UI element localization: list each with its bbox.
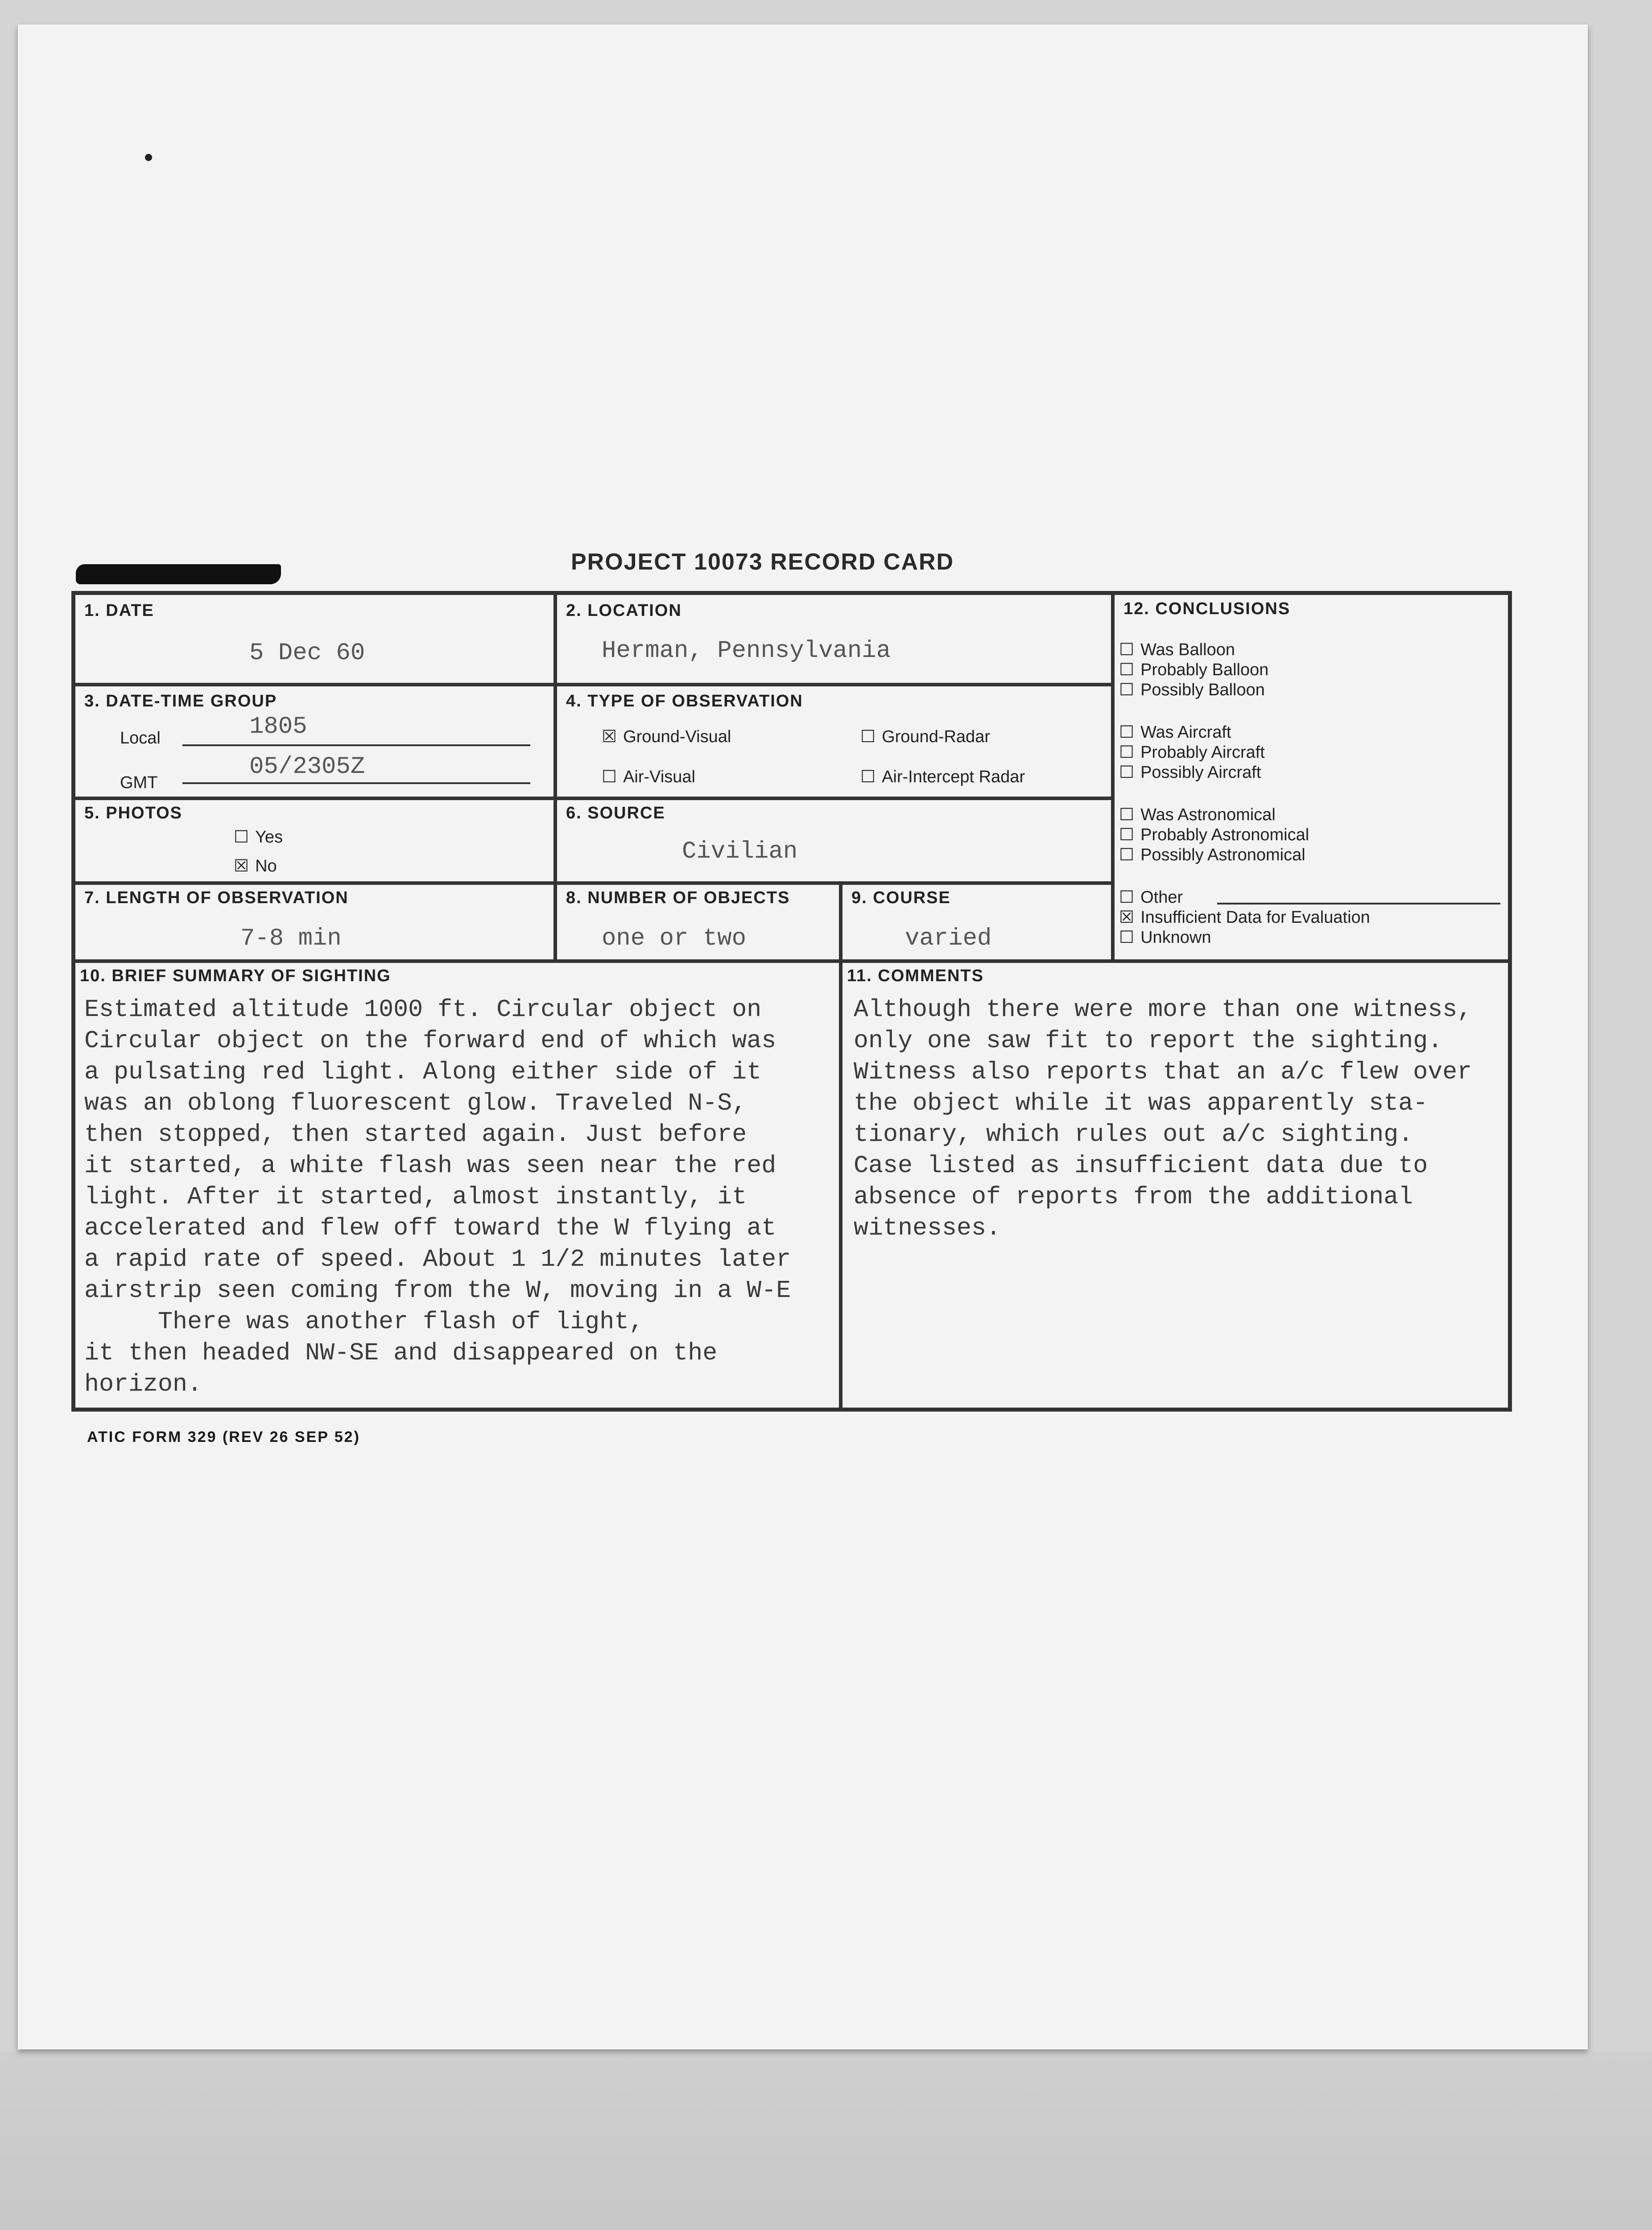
probably-balloon-text: Probably Balloon	[1140, 661, 1269, 679]
checkbox-icon: ☐	[1119, 927, 1135, 947]
photos-no-text: No	[255, 857, 277, 875]
summary-line: it started, a white flash was seen near the red	[84, 1152, 776, 1180]
photos-yes-text: Yes	[255, 828, 283, 847]
other-text: Other	[1140, 888, 1183, 907]
was-aircraft-option[interactable]	[1119, 722, 1231, 742]
photos-label: 5. PHOTOS	[84, 804, 183, 822]
checkbox-icon: ☐	[860, 727, 876, 746]
date-value: 5 Dec 60	[249, 640, 365, 667]
checkbox-icon: ☐	[1119, 660, 1135, 679]
date-cell	[74, 593, 555, 685]
summary-line: horizon.	[84, 1370, 202, 1398]
summary-text	[84, 994, 791, 1400]
checkbox-icon: ☐	[1119, 680, 1135, 699]
was-astronomical-option[interactable]	[1119, 805, 1276, 825]
number-of-objects-label: 8. NUMBER OF OBJECTS	[566, 888, 790, 907]
location-label: 2. LOCATION	[566, 601, 682, 620]
conclusions-cell	[1113, 593, 1510, 961]
probably-astronomical-option[interactable]	[1119, 825, 1309, 845]
was-balloon-option[interactable]	[1119, 640, 1235, 660]
summary-line: Estimated altitude 1000 ft. Circular object on	[84, 995, 762, 1024]
summary-line: light. After it started, almost instantly, it	[84, 1183, 747, 1211]
source-cell	[555, 798, 1113, 883]
summary-line: There was another flash of light,	[84, 1308, 644, 1336]
comments-line: witnesses.	[854, 1214, 1001, 1242]
other-option[interactable]	[1119, 887, 1183, 907]
insufficient-data-text: Insufficient Data for Evaluation	[1140, 908, 1370, 927]
checked-box-icon: ☒	[234, 856, 249, 875]
record-card	[71, 591, 1512, 1412]
length-of-observation-value: 7-8 min	[240, 925, 342, 952]
possibly-balloon-text: Possibly Balloon	[1140, 681, 1265, 699]
date-time-group-label: 3. DATE-TIME GROUP	[84, 692, 277, 710]
type-of-observation-cell	[555, 685, 1113, 798]
checkbox-icon: ☐	[1119, 825, 1135, 844]
summary-line: airstrip seen coming from the W, moving in a W-E	[84, 1276, 791, 1305]
comments-line: the object while it was apparently sta-	[854, 1089, 1428, 1117]
summary-line: was an oblong fluorescent glow. Traveled N-S,	[84, 1089, 747, 1117]
probably-balloon-option[interactable]	[1119, 660, 1268, 680]
was-balloon-text: Was Balloon	[1140, 640, 1235, 659]
probably-aircraft-text: Probably Aircraft	[1140, 743, 1265, 762]
was-astronomical-text: Was Astronomical	[1140, 805, 1276, 824]
summary-line: a pulsating red light. Along either side of it	[84, 1058, 762, 1086]
checkbox-icon: ☐	[1119, 722, 1135, 742]
summary-line: accelerated and flew off toward the W flying at	[84, 1214, 776, 1242]
checkbox-icon: ☐	[1119, 762, 1135, 782]
checkbox-icon: ☐	[1119, 805, 1135, 824]
air-intercept-radar-text: Air-Intercept Radar	[882, 768, 1025, 786]
summary-label: 10. BRIEF SUMMARY OF SIGHTING	[80, 966, 391, 985]
summary-cell	[74, 961, 841, 1409]
summary-line: a rapid rate of speed. About 1 1/2 minutes later	[84, 1245, 791, 1273]
air-visual-text: Air-Visual	[623, 768, 695, 786]
checkbox-icon: ☐	[1119, 742, 1135, 762]
conclusions-label: 12. CONCLUSIONS	[1123, 599, 1291, 618]
checkbox-icon: ☐	[234, 827, 249, 847]
source-value: Civilian	[682, 838, 798, 865]
comments-line: tionary, which rules out a/c sighting.	[854, 1120, 1413, 1148]
photos-cell	[74, 798, 555, 883]
course-cell	[841, 883, 1113, 961]
length-of-observation-cell	[74, 883, 555, 961]
course-label: 9. COURSE	[851, 888, 951, 907]
gmt-value: 05/2305Z	[249, 753, 365, 780]
possibly-aircraft-option[interactable]	[1119, 762, 1261, 782]
gmt-label: GMT	[120, 773, 158, 792]
unknown-text: Unknown	[1140, 928, 1211, 947]
summary-line: then stopped, then started again. Just before	[84, 1120, 747, 1148]
background-surface	[0, 2052, 1652, 2230]
insufficient-data-option[interactable]	[1119, 907, 1370, 927]
photos-yes-option[interactable]	[234, 827, 283, 847]
number-of-objects-cell	[555, 883, 841, 961]
checkbox-icon: ☐	[602, 767, 617, 786]
checkbox-icon: ☐	[1119, 887, 1135, 907]
source-label: 6. SOURCE	[566, 804, 665, 822]
unknown-option[interactable]	[1119, 927, 1211, 947]
comments-label: 11. COMMENTS	[847, 966, 984, 985]
checkbox-icon: ☐	[1119, 640, 1135, 659]
card-title: PROJECT 10073 RECORD CARD	[571, 549, 954, 575]
ground-visual-option[interactable]	[602, 727, 731, 747]
summary-line: it then headed NW-SE and disappeared on the	[84, 1339, 718, 1367]
comments-text	[854, 994, 1472, 1244]
location-value: Herman, Pennsylvania	[602, 637, 891, 665]
probably-aircraft-option[interactable]	[1119, 742, 1265, 762]
form-number: ATIC FORM 329 (REV 26 SEP 52)	[87, 1429, 360, 1445]
other-underline	[1217, 903, 1500, 904]
comments-cell	[841, 961, 1510, 1409]
summary-line: Circular object on the forward end of which was	[84, 1027, 776, 1055]
possibly-balloon-option[interactable]	[1119, 680, 1265, 700]
comments-line: Case listed as insufficient data due to	[854, 1152, 1428, 1180]
ground-visual-text: Ground-Visual	[623, 727, 731, 746]
gmt-underline	[182, 782, 530, 784]
ground-radar-option[interactable]	[860, 727, 990, 747]
possibly-aircraft-text: Possibly Aircraft	[1140, 763, 1261, 782]
air-intercept-radar-option[interactable]	[860, 767, 1025, 787]
comments-line: Although there were more than one witness,	[854, 995, 1472, 1024]
was-aircraft-text: Was Aircraft	[1140, 723, 1231, 742]
date-label: 1. DATE	[84, 601, 154, 620]
location-cell	[555, 593, 1113, 685]
date-time-group-cell	[74, 685, 555, 798]
type-of-observation-label: 4. TYPE OF OBSERVATION	[566, 692, 803, 710]
length-of-observation-label: 7. LENGTH OF OBSERVATION	[84, 888, 349, 907]
checkbox-icon: ☐	[860, 767, 876, 786]
local-underline	[182, 744, 530, 746]
local-value: 1805	[249, 713, 307, 740]
probably-astronomical-text: Probably Astronomical	[1140, 826, 1309, 844]
dust-speck	[145, 154, 152, 161]
number-of-objects-value: one or two	[602, 925, 747, 952]
record-sheet	[18, 25, 1588, 2049]
ground-radar-text: Ground-Radar	[882, 727, 990, 746]
air-visual-option[interactable]	[602, 767, 695, 787]
checked-box-icon: ☒	[602, 727, 617, 746]
comments-line: Witness also reports that an a/c flew over	[854, 1058, 1472, 1086]
local-label: Local	[120, 729, 161, 747]
possibly-astronomical-option[interactable]	[1119, 845, 1305, 865]
comments-line: absence of reports from the additional	[854, 1183, 1413, 1211]
redaction-mark	[76, 564, 281, 584]
checked-box-icon: ☒	[1119, 907, 1135, 927]
possibly-astronomical-text: Possibly Astronomical	[1140, 846, 1305, 864]
checkbox-icon: ☐	[1119, 845, 1135, 864]
course-value: varied	[905, 925, 992, 952]
photos-no-option[interactable]	[234, 856, 277, 876]
comments-line: only one saw fit to report the sighting.	[854, 1027, 1443, 1055]
